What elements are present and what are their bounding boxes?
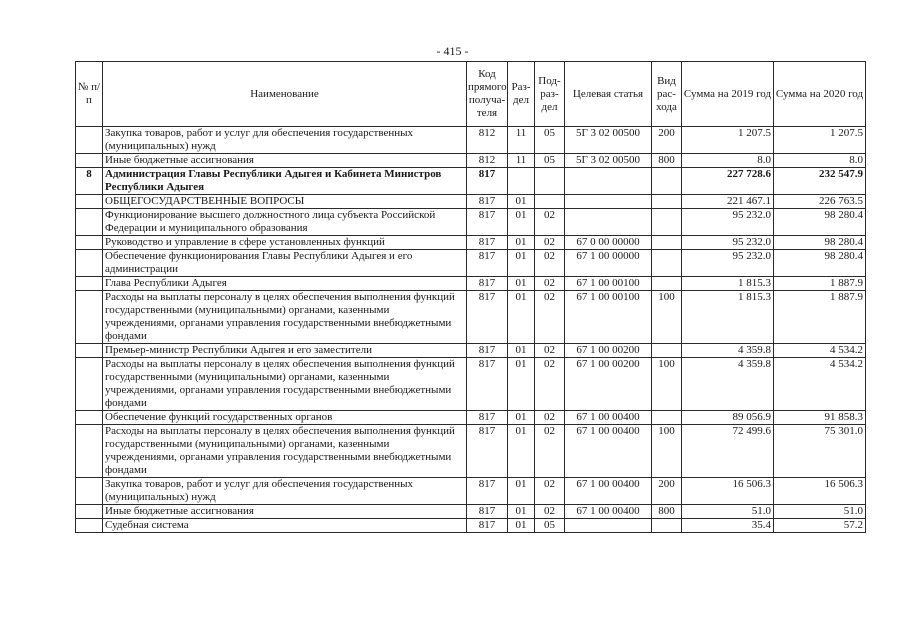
cell-target: 67 1 00 00400	[565, 505, 652, 519]
cell-exp-type	[652, 277, 682, 291]
cell-sum2019: 95 232.0	[682, 236, 774, 250]
cell-sum2020: 226 763.5	[774, 195, 866, 209]
cell-name: Глава Республики Адыгея	[103, 277, 467, 291]
cell-section: 01	[508, 519, 535, 533]
cell-section: 01	[508, 505, 535, 519]
table-row	[76, 209, 866, 236]
cell-subsection	[535, 168, 565, 195]
cell-num	[76, 154, 103, 168]
cell-exp-type: 800	[652, 154, 682, 168]
table-row	[76, 127, 866, 154]
cell-sum2020: 1 207.5	[774, 127, 866, 154]
cell-name: Расходы на выплаты персоналу в целях обеспечения выполнения функций государственными (муниципальными) органами, казенными учреждениями, органами управления государственными внебюджетными фондами	[103, 425, 467, 478]
cell-code: 817	[467, 250, 508, 277]
cell-section: 01	[508, 236, 535, 250]
cell-sum2020: 232 547.9	[774, 168, 866, 195]
cell-target: 67 1 00 00400	[565, 478, 652, 505]
cell-target: 67 1 00 00400	[565, 411, 652, 425]
table-row	[76, 236, 866, 250]
cell-exp-type	[652, 250, 682, 277]
header-exp-type: Вид рас-хода	[652, 62, 682, 127]
cell-name: Иные бюджетные ассигнования	[103, 505, 467, 519]
cell-target: 67 1 00 00400	[565, 425, 652, 478]
cell-exp-type	[652, 411, 682, 425]
cell-code: 817	[467, 519, 508, 533]
cell-section: 01	[508, 411, 535, 425]
cell-name: Расходы на выплаты персоналу в целях обеспечения выполнения функций государственными (муниципальными) органами, казенными учреждениями, органами управления государственными внебюджетными фондами	[103, 358, 467, 411]
cell-name: Расходы на выплаты персоналу в целях обеспечения выполнения функций государственными (муниципальными) органами, казенными учреждениями, органами управления государственными внебюджетными фондами	[103, 291, 467, 344]
cell-num	[76, 344, 103, 358]
table-row	[76, 478, 866, 505]
cell-sum2019: 1 815.3	[682, 291, 774, 344]
cell-sum2020: 91 858.3	[774, 411, 866, 425]
cell-exp-type: 200	[652, 478, 682, 505]
cell-exp-type: 200	[652, 127, 682, 154]
cell-name: Закупка товаров, работ и услуг для обеспечения государственных (муниципальных) нужд	[103, 127, 467, 154]
cell-target	[565, 168, 652, 195]
cell-section: 01	[508, 277, 535, 291]
cell-code: 817	[467, 425, 508, 478]
cell-sum2020: 98 280.4	[774, 250, 866, 277]
cell-sum2019: 16 506.3	[682, 478, 774, 505]
cell-target: 5Г 3 02 00500	[565, 127, 652, 154]
cell-exp-type: 800	[652, 505, 682, 519]
cell-code: 817	[467, 344, 508, 358]
cell-exp-type: 100	[652, 358, 682, 411]
cell-target	[565, 209, 652, 236]
table-row	[76, 291, 866, 344]
table-row	[76, 168, 866, 195]
cell-exp-type: 100	[652, 291, 682, 344]
cell-num	[76, 411, 103, 425]
cell-exp-type	[652, 195, 682, 209]
header-section: Раз-дел	[508, 62, 535, 127]
cell-section: 01	[508, 344, 535, 358]
cell-name: Иные бюджетные ассигнования	[103, 154, 467, 168]
cell-name: Руководство и управление в сфере установленных функций	[103, 236, 467, 250]
cell-num	[76, 250, 103, 277]
cell-sum2019: 1 207.5	[682, 127, 774, 154]
cell-code: 817	[467, 195, 508, 209]
cell-sum2020: 16 506.3	[774, 478, 866, 505]
cell-num	[76, 209, 103, 236]
cell-name: Обеспечение функционирования Главы Республики Адыгея и его администрации	[103, 250, 467, 277]
table-row	[76, 411, 866, 425]
cell-sum2020: 98 280.4	[774, 209, 866, 236]
cell-subsection: 02	[535, 411, 565, 425]
cell-num	[76, 236, 103, 250]
cell-exp-type	[652, 236, 682, 250]
cell-target: 67 1 00 00200	[565, 358, 652, 411]
cell-sum2020: 57.2	[774, 519, 866, 533]
cell-subsection: 02	[535, 425, 565, 478]
cell-code: 817	[467, 478, 508, 505]
cell-section: 01	[508, 291, 535, 344]
table-row	[76, 277, 866, 291]
table-row	[76, 250, 866, 277]
cell-subsection: 02	[535, 505, 565, 519]
cell-sum2019: 8.0	[682, 154, 774, 168]
cell-num	[76, 195, 103, 209]
cell-sum2020: 4 534.2	[774, 344, 866, 358]
cell-name: Судебная система	[103, 519, 467, 533]
cell-section: 11	[508, 154, 535, 168]
cell-target: 67 1 00 00100	[565, 291, 652, 344]
cell-sum2020: 51.0	[774, 505, 866, 519]
cell-section: 01	[508, 209, 535, 236]
cell-exp-type: 100	[652, 425, 682, 478]
cell-code: 812	[467, 127, 508, 154]
cell-sum2019: 4 359.8	[682, 344, 774, 358]
table-row	[76, 154, 866, 168]
table-row	[76, 358, 866, 411]
cell-target	[565, 195, 652, 209]
cell-sum2019: 227 728.6	[682, 168, 774, 195]
cell-code: 817	[467, 411, 508, 425]
cell-code: 817	[467, 168, 508, 195]
cell-code: 812	[467, 154, 508, 168]
cell-exp-type	[652, 519, 682, 533]
cell-subsection: 02	[535, 291, 565, 344]
cell-num	[76, 277, 103, 291]
cell-num	[76, 425, 103, 478]
cell-section: 01	[508, 478, 535, 505]
cell-subsection	[535, 195, 565, 209]
table-row	[76, 195, 866, 209]
header-code: Код прямого получа-теля	[467, 62, 508, 127]
cell-sum2020: 4 534.2	[774, 358, 866, 411]
cell-subsection: 02	[535, 209, 565, 236]
cell-exp-type	[652, 344, 682, 358]
table-row	[76, 519, 866, 533]
page-number: - 415 -	[436, 44, 469, 58]
cell-num	[76, 519, 103, 533]
cell-sum2019: 95 232.0	[682, 250, 774, 277]
cell-section: 01	[508, 358, 535, 411]
header-target: Целевая статья	[565, 62, 652, 127]
cell-code: 817	[467, 505, 508, 519]
cell-name: Администрация Главы Республики Адыгея и Кабинета Министров Республики Адыгея	[103, 168, 467, 195]
cell-subsection: 05	[535, 127, 565, 154]
cell-code: 817	[467, 236, 508, 250]
cell-num	[76, 358, 103, 411]
cell-name: Обеспечение функций государственных органов	[103, 411, 467, 425]
cell-target	[565, 519, 652, 533]
cell-subsection: 02	[535, 478, 565, 505]
cell-sum2020: 1 887.9	[774, 291, 866, 344]
cell-section: 01	[508, 425, 535, 478]
cell-section	[508, 168, 535, 195]
cell-name: Функционирование высшего должностного лица субъекта Российской Федерации и муниципального образования	[103, 209, 467, 236]
cell-target: 67 0 00 00000	[565, 236, 652, 250]
cell-target: 67 1 00 00200	[565, 344, 652, 358]
cell-target: 67 1 00 00000	[565, 250, 652, 277]
cell-num	[76, 478, 103, 505]
cell-target: 67 1 00 00100	[565, 277, 652, 291]
table-row	[76, 505, 866, 519]
header-num: № п/п	[76, 62, 103, 127]
cell-sum2019: 35.4	[682, 519, 774, 533]
cell-subsection: 02	[535, 358, 565, 411]
cell-section: 11	[508, 127, 535, 154]
cell-name: Закупка товаров, работ и услуг для обеспечения государственных (муниципальных) нужд	[103, 478, 467, 505]
cell-subsection: 02	[535, 236, 565, 250]
table-row	[76, 344, 866, 358]
cell-num	[76, 127, 103, 154]
cell-exp-type	[652, 209, 682, 236]
header-sum-2019: Сумма на 2019 год	[682, 62, 774, 127]
cell-subsection: 02	[535, 250, 565, 277]
cell-num: 8	[76, 168, 103, 195]
cell-code: 817	[467, 209, 508, 236]
cell-sum2019: 1 815.3	[682, 277, 774, 291]
table-header-row	[76, 62, 866, 127]
cell-subsection: 02	[535, 344, 565, 358]
cell-sum2019: 95 232.0	[682, 209, 774, 236]
table-row	[76, 425, 866, 478]
cell-num	[76, 291, 103, 344]
cell-target: 5Г 3 02 00500	[565, 154, 652, 168]
cell-code: 817	[467, 277, 508, 291]
cell-subsection: 05	[535, 154, 565, 168]
cell-sum2019: 221 467.1	[682, 195, 774, 209]
header-name: Наименование	[103, 62, 467, 127]
cell-sum2020: 75 301.0	[774, 425, 866, 478]
cell-subsection: 05	[535, 519, 565, 533]
budget-table	[75, 61, 866, 533]
cell-sum2019: 51.0	[682, 505, 774, 519]
cell-section: 01	[508, 250, 535, 277]
header-sum-2020: Сумма на 2020 год	[774, 62, 866, 127]
cell-code: 817	[467, 358, 508, 411]
cell-sum2019: 89 056.9	[682, 411, 774, 425]
cell-exp-type	[652, 168, 682, 195]
cell-subsection: 02	[535, 277, 565, 291]
cell-code: 817	[467, 291, 508, 344]
cell-sum2019: 4 359.8	[682, 358, 774, 411]
cell-num	[76, 505, 103, 519]
cell-name: Премьер-министр Республики Адыгея и его заместители	[103, 344, 467, 358]
cell-sum2020: 8.0	[774, 154, 866, 168]
cell-sum2020: 1 887.9	[774, 277, 866, 291]
cell-section: 01	[508, 195, 535, 209]
cell-sum2019: 72 499.6	[682, 425, 774, 478]
cell-name: ОБЩЕГОСУДАРСТВЕННЫЕ ВОПРОСЫ	[103, 195, 467, 209]
cell-sum2020: 98 280.4	[774, 236, 866, 250]
header-subsection: Под-раз-дел	[535, 62, 565, 127]
